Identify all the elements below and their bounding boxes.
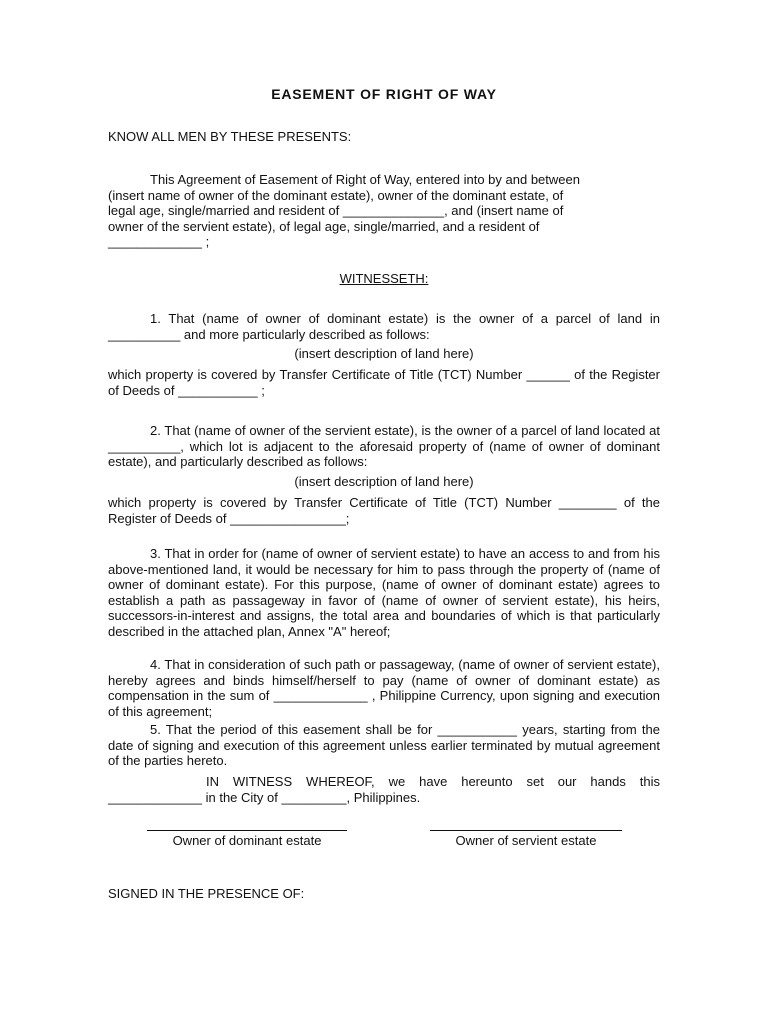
signature-block-dominant [127,830,367,849]
paragraph-1: 1. That (name of owner of dominant estate) is the owner of a parcel of land in __________ and more particularly described as follows: [108,311,660,342]
signature-line [430,830,622,831]
paragraph-2-description: (insert description of land here) [294,474,474,489]
intro-line: (insert name of owner of the dominant estate), owner of the dominant estate, of [108,187,564,203]
intro-line: legal age, single/married and resident of ______________, and (insert name of [108,203,564,219]
paragraph-3: 3. That in order for (name of owner of servient estate) to have an access to and from his above-mentioned land, it would be necessary for him to pass through the property of (name of owner of dominant estate). For this purpose, (name of owner of dominant estate) agrees to establish a path as passageway in favor of (name of owner of servient estate), his heirs, successors-in-interest and assigns, the total area and boundaries of which is that particularly described in the attached plan, Annex "A" hereof; [108,546,660,639]
document-title: EASEMENT OF RIGHT OF WAY [271,86,497,102]
intro-line: This Agreement of Easement of Right of Way, entered into by and between [150,172,580,187]
signature-label-dominant: Owner of dominant estate [172,833,322,848]
paragraph-2-tct: which property is covered by Transfer Certificate of Title (TCT) Number ________ of the Register of Deeds of ________________; [108,495,660,526]
paragraph-2: 2. That (name of owner of the servient estate), is the owner of a parcel of land located at __________, which lot is adjacent to the aforesaid property of (name of owner of dominant estate), and particularly described as follows: [108,423,660,470]
opening-line: KNOW ALL MEN BY THESE PRESENTS: [108,129,352,144]
paragraph-4: 4. That in consideration of such path or passageway, (name of owner of servient estate), hereby agrees and binds himself/herself to pay (name of owner of dominant estate) as compensation in the sum of _____________ , Philippine Currency, upon signing and execution of this agreement; [108,657,660,719]
in-witness-whereof: IN WITNESS WHEREOF, we have hereunto set our hands this _____________ in the City of _________, Philippines. [108,774,660,805]
witnesseth-heading: WITNESSETH: [339,271,429,286]
signature-label-servient: Owner of servient estate [455,833,597,848]
signature-line [147,830,347,831]
signed-in-presence: SIGNED IN THE PRESENCE OF: [108,886,305,901]
intro-line: _____________ ; [108,234,210,250]
intro-line: owner of the servient estate), of legal age, single/married, and a resident of [108,218,540,234]
intro-paragraph [108,172,660,250]
paragraph-1-tct: which property is covered by Transfer Certificate of Title (TCT) Number ______ of the Register of Deeds of ___________ ; [108,367,660,398]
signature-block-servient [406,830,646,849]
paragraph-5: 5. That the period of this easement shall be for ___________ years, starting from the date of signing and execution of this agreement unless earlier terminated by mutual agreement of the parties hereto. [108,722,660,769]
paragraph-1-description: (insert description of land here) [294,346,474,361]
